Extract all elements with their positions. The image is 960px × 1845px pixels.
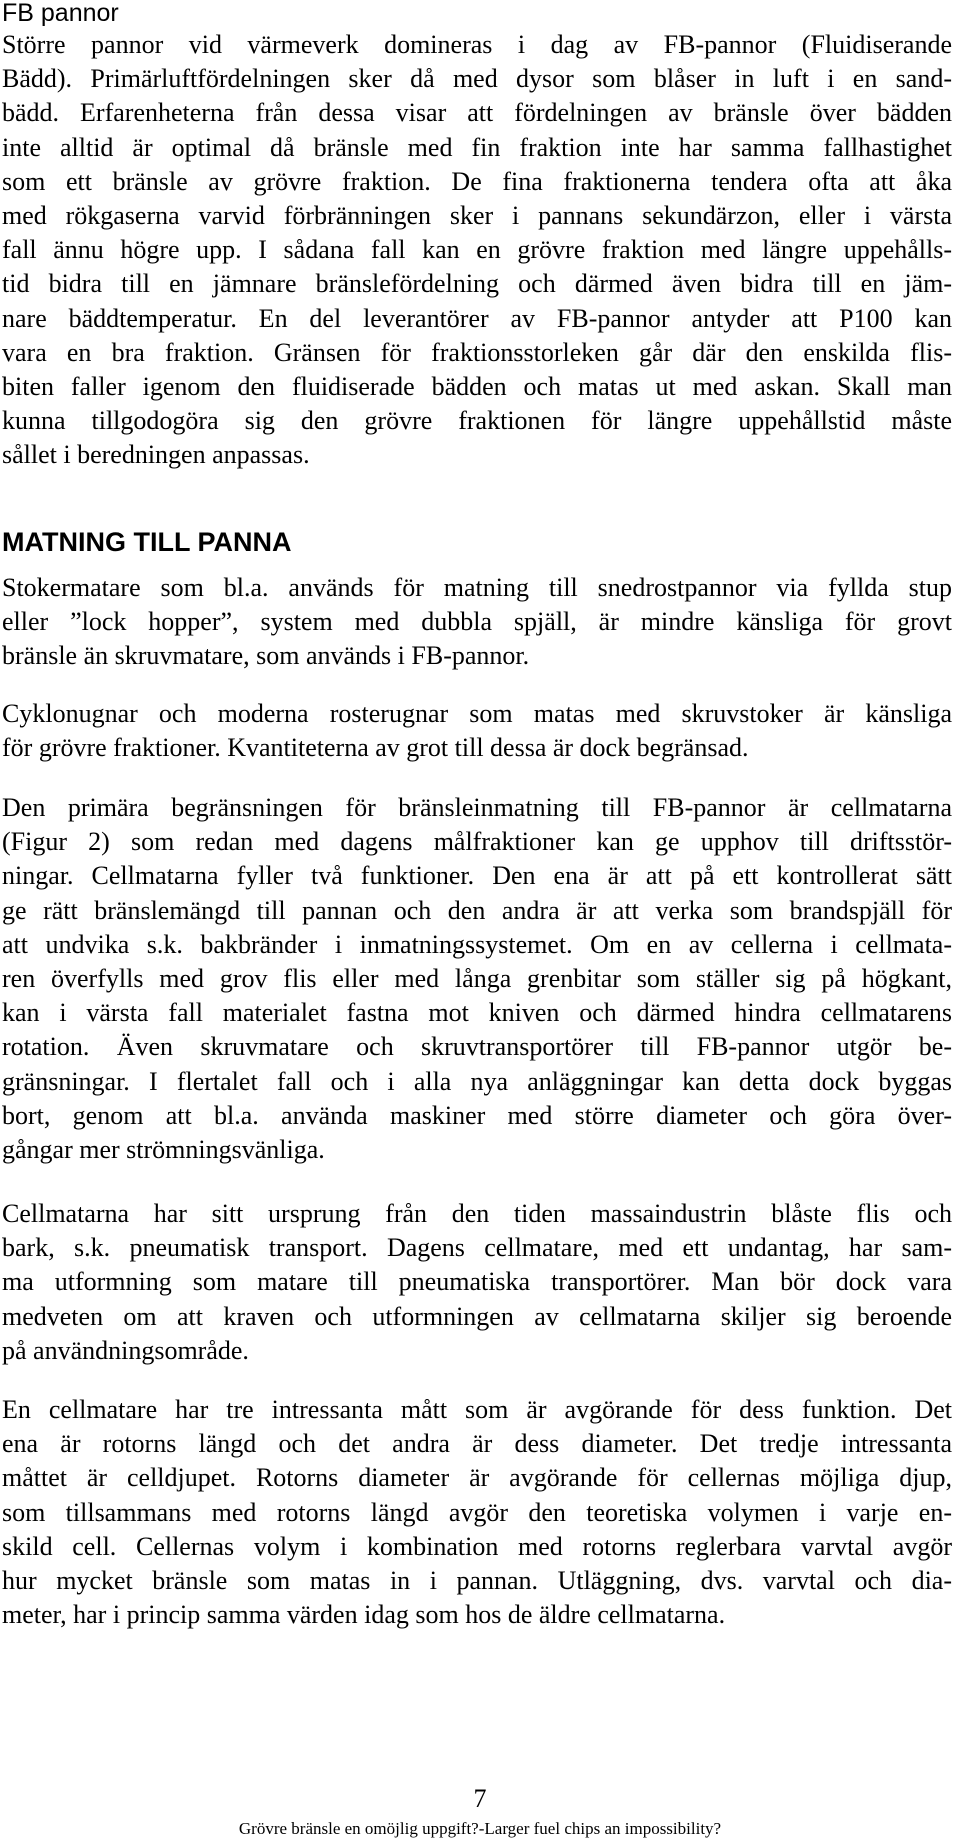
text-line: skild cell. Cellernas volym i kombination med rotorns reglerbara varvtal avgör bbox=[2, 1531, 952, 1561]
text-line: ningar. Cellmatarna fyller två funktioner. Den ena är att på ett kontrollerat sätt bbox=[2, 861, 952, 891]
text-line: tid bidra till en jämnare bränslefördelning och därmed även bidra till en jäm- bbox=[2, 269, 952, 299]
text-line: ma utformning som matare till pneumatiska transportörer. Man bör dock vara bbox=[2, 1267, 952, 1297]
text-line: (Figur 2) som redan med dagens målfraktioner kan ge upphov till driftsstör- bbox=[2, 827, 952, 857]
text-line: medveten om att kraven och utformningen av cellmatarna skiljer sig beroende bbox=[2, 1301, 952, 1331]
footer-running-title: Grövre bränsle en omöjlig uppgift?-Larger fuel chips an impossibility? bbox=[238, 1819, 722, 1838]
text-line: ena är rotorns längd och det andra är dess diameter. Det tredje intressanta bbox=[2, 1429, 952, 1459]
text-line: ge rätt bränslemängd till pannan och den andra är att verka som brandspjäll för bbox=[2, 895, 952, 925]
paragraph-cellmatare-matt bbox=[2, 1393, 952, 1632]
text-line: En cellmatare har tre intressanta mått som är avgörande för dess funktion. Det bbox=[2, 1395, 952, 1424]
text-line: nare bäddtemperatur. En del leverantörer av FB-pannor antyder att P100 kan bbox=[2, 303, 952, 333]
text-line: vara en bra fraktion. Gränsen för fraktionsstorleken går där den enskilda flis- bbox=[2, 337, 952, 367]
text-line: måttet är celldjupet. Rotorns diameter är avgörande för cellernas möjliga djup, bbox=[2, 1463, 952, 1493]
text-line: bark, s.k. pneumatisk transport. Dagens cellmatare, med ett undantag, har sam- bbox=[2, 1233, 952, 1263]
text-line: eller ”lock hopper”, system med dubbla spjäll, är mindre känsliga för grovt bbox=[2, 607, 952, 637]
paragraph-fb-pannor bbox=[2, 28, 952, 473]
text-line: på användningsområde. bbox=[2, 1335, 249, 1365]
text-line: bädd. Erfarenheterna från dessa visar att fördelningen av bränsle över bädden bbox=[2, 98, 952, 128]
text-line: rotation. Även skruvmatare och skruvtransportörer till FB-pannor utgör be- bbox=[2, 1032, 952, 1062]
text-line: för grövre fraktioner. Kvantiteterna av grot till dessa är dock begränsad. bbox=[2, 733, 749, 763]
text-line: inte alltid är optimal då bränsle med fin fraktion inte har samma fallhastighet bbox=[2, 132, 952, 162]
text-line: som tillsammans med rotorns längd avgör den teoretiska volymen i varje en- bbox=[2, 1497, 952, 1527]
text-line: fall ännu högre upp. I sådana fall kan en grövre fraktion med längre uppehålls- bbox=[2, 235, 952, 265]
text-line: Större pannor vid värmeverk domineras i dag av FB-pannor (Fluidiserande bbox=[2, 30, 952, 59]
paragraph-cyklonugnar bbox=[2, 697, 952, 765]
text-line: Stokermatare som bl.a. används för matning till snedrostpannor via fyllda stup bbox=[2, 573, 952, 602]
text-line: gångar mer strömningsvänliga. bbox=[2, 1135, 325, 1165]
text-line: som ett bränsle av grövre fraktion. De fina fraktionerna tendera ofta att åka bbox=[2, 166, 952, 196]
paragraph-stokermatare bbox=[2, 571, 952, 674]
text-line: bort, genom att bl.a. använda maskiner med större diameter och göra över- bbox=[2, 1100, 952, 1130]
text-line: biten faller igenom den fluidiserade bädden och matas ut med askan. Skall man bbox=[2, 372, 952, 402]
text-line: ren överfylls med grov flis eller med långa grenbitar som ställer sig på högkant, bbox=[2, 964, 952, 994]
section-heading-matning: MATNING TILL PANNA bbox=[2, 527, 292, 557]
text-line: Cellmatarna har sitt ursprung från den tiden massaindustrin blåste flis och bbox=[2, 1199, 952, 1228]
text-line: Bädd). Primärluftfördelningen sker då med dysor som blåser in luft i en sand- bbox=[2, 64, 952, 94]
text-line: kunna tillgodogöra sig den grövre fraktionen för längre uppehållstid måste bbox=[2, 406, 952, 436]
section-title-fb-pannor: FB pannor bbox=[2, 0, 119, 27]
text-line: att undvika s.k. bakbränder i inmatningssystemet. Om en av cellerna i cellmata- bbox=[2, 929, 952, 959]
text-line: meter, har i princip samma värden idag som hos de äldre cellmatarna. bbox=[2, 1600, 726, 1630]
text-line: Den primära begränsningen för bränsleinmatning till FB-pannor är cellmatarna bbox=[2, 793, 952, 822]
text-line: bränsle än skruvmatare, som används i FB-pannor. bbox=[2, 641, 530, 671]
text-line: sållet i beredningen anpassas. bbox=[2, 440, 310, 470]
text-line: hur mycket bränsle som matas in i pannan. Utläggning, dvs. varvtal och dia- bbox=[2, 1566, 952, 1596]
text-line: med rökgaserna varvid förbränningen sker i pannans sekundärzon, eller i värsta bbox=[2, 201, 952, 231]
text-line: kan i värsta fall materialet fastna mot kniven och därmed hindra cellmatarens bbox=[2, 998, 952, 1028]
paragraph-primara-begransning bbox=[2, 791, 952, 1167]
text-line: Cyklonugnar och moderna rosterugnar som matas med skruvstoker är känsliga bbox=[2, 699, 952, 728]
page-number: 7 bbox=[473, 1784, 487, 1813]
text-line: gränsningar. I flertalet fall och i alla nya anläggningar kan detta dock byggas bbox=[2, 1066, 952, 1096]
paragraph-cellmatarna-ursprung bbox=[2, 1197, 952, 1368]
